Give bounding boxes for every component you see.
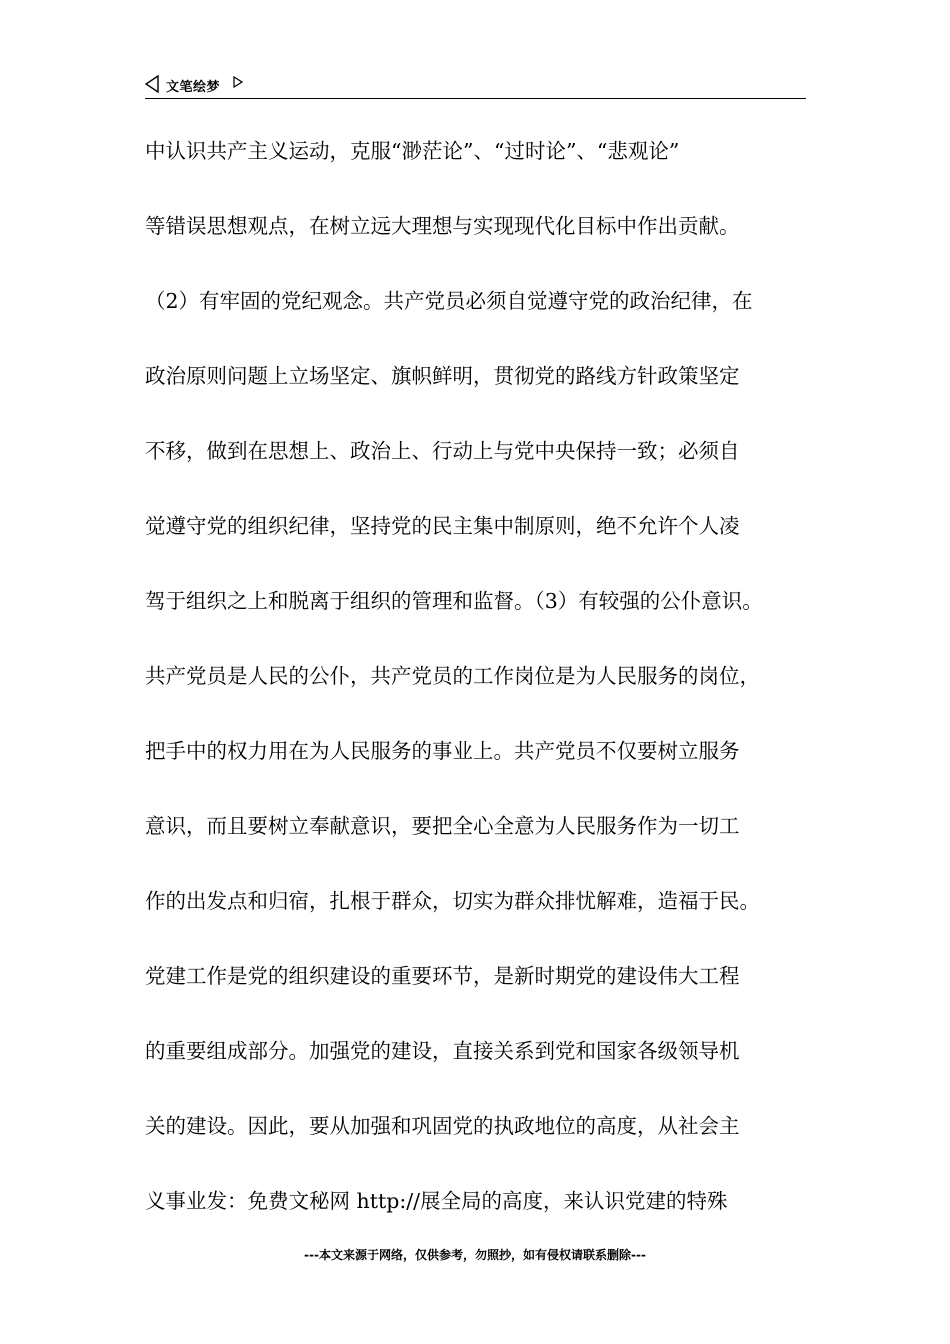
body-line: 的重要组成部分。加强党的建设，直接关系到党和国家各级领导机 — [145, 1039, 740, 1063]
body-line: 义事业发：免费文秘网 http://展全局的高度，来认识党建的特殊 — [145, 1189, 728, 1213]
body-line: 党建工作是党的组织建设的重要环节，是新时期党的建设伟大工程 — [145, 964, 740, 988]
page-header — [145, 72, 806, 99]
page-footer-disclaimer: ---本文来源于网络，仅供参考，勿照抄，如有侵权请联系删除--- — [304, 1248, 646, 1262]
body-line: 关的建设。因此，要从加强和巩固党的执政地位的高度，从社会主 — [145, 1114, 740, 1138]
triangle-left-outline-icon — [145, 75, 159, 93]
document-body — [145, 131, 810, 1256]
body-line: 意识，而且要树立奉献意识，要把全心全意为人民服务作为一切工 — [145, 814, 740, 838]
header-title: 文笔绘梦 — [166, 80, 221, 95]
body-line: 觉遵守党的组织纪律，坚持党的民主集中制原则，绝不允许个人凌 — [145, 514, 740, 538]
body-line: 把手中的权力用在为人民服务的事业上。共产党员不仅要树立服务 — [145, 739, 740, 763]
body-line: 中认识共产主义运动，克服“渺茫论”、“过时论”、“悲观论” — [145, 139, 680, 163]
body-line: （2）有牢固的党纪观念。共产党员必须自觉遵守党的政治纪律，在 — [145, 289, 753, 313]
triangle-right-outline-icon — [233, 76, 243, 88]
body-line: 等错误思想观点，在树立远大理想与实现现代化目标中作出贡献。 — [145, 214, 740, 238]
body-line: 政治原则问题上立场坚定、旗帜鲜明，贯彻党的路线方针政策坚定 — [145, 364, 740, 388]
body-line: 驾于组织之上和脱离于组织的管理和监督。（3）有较强的公仆意识。 — [145, 589, 763, 613]
body-line: 作的出发点和归宿，扎根于群众，切实为群众排忧解难，造福于民。 — [145, 889, 760, 913]
body-line: 共产党员是人民的公仆，共产党员的工作岗位是为人民服务的岗位， — [145, 664, 760, 688]
body-line: 不移，做到在思想上、政治上、行动上与党中央保持一致；必须自 — [145, 439, 740, 463]
